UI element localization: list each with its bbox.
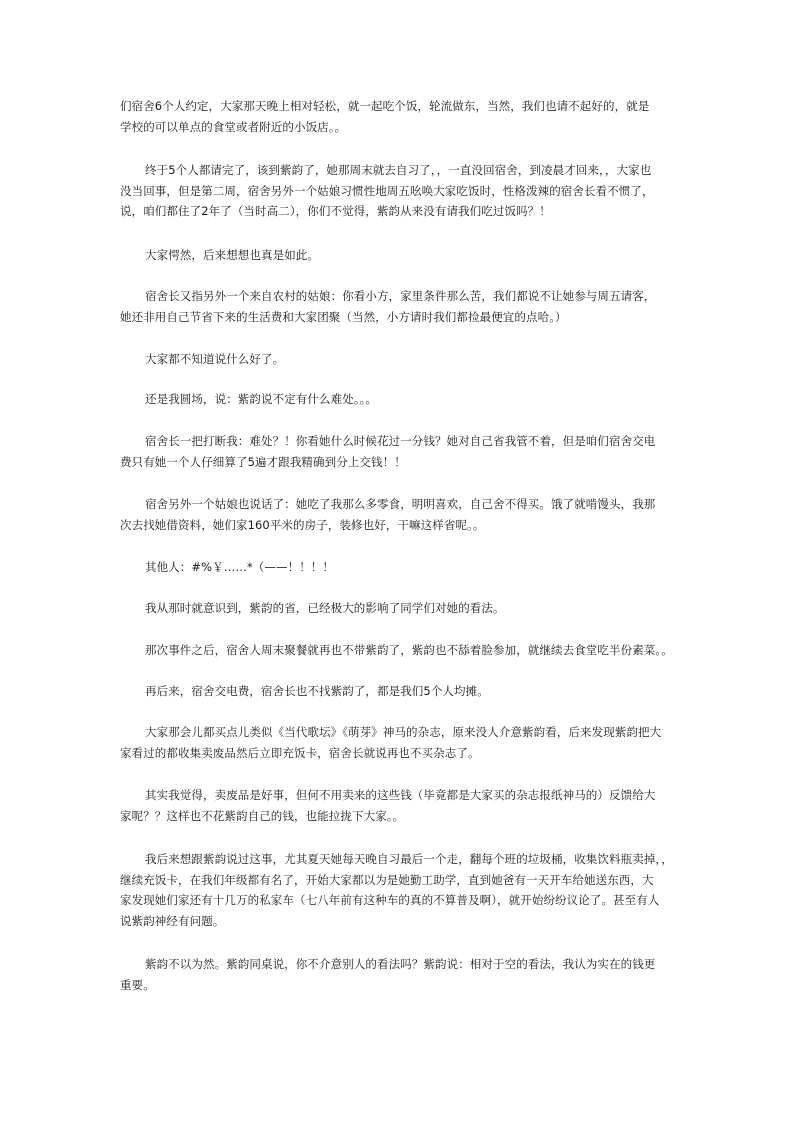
paragraph-smooth-over: 还是我圆场，说：紫韵说不定有什么难处。。。 bbox=[145, 392, 378, 406]
paragraph-after-incident: 那次事件之后，宿舍人周末聚餐就再也不带紫韵了，紫韵也不舔着脸参加，就继续去食堂吃半份素菜。。 bbox=[145, 643, 673, 657]
paragraph-others-reaction: 其他人：#%￥……*（——！！！！ bbox=[145, 560, 335, 574]
paragraph-waste-sale: 其实我觉得，卖废品是好事，但何不用卖来的这些钱（毕竟都是大家买的杂志报纸神马的）反馈给大 家呢？？这样也不花紫韵自己的钱，也能拉拢下大家。。 bbox=[120, 788, 656, 823]
paragraph-electricity-bill: 宿舍长一把打断我：难处？！你看她什么时候花过一分钱？她对自己省我管不着，但是咱们宿舍交电 费只有她一个人仔细算了5遍才跟我精确到分上交钱！！ bbox=[120, 434, 656, 469]
paragraph-speechless: 大家都不知道说什么好了。 bbox=[145, 352, 285, 366]
paragraph-xiaofang: 宿舍长又指另外一个来自农村的姑娘：你看小方，家里条件那么苦，我们都说不让她参与周五请客， 她还非用自己节省下来的生活费和大家团聚（当然，小方请时我们都捡最便宜的点哈。） bbox=[120, 289, 656, 324]
paragraph-bottles: 我后来想跟紫韵说过这事，尤其夏天她每天晚自习最后一个走，翻每个班的垃圾桶，收集饮料瓶卖掉，， 继续充饭卡，在我们年级都有名了，开始大家都以为是她勤工助学，直到她爸有一天开车给她送东西，大 家发现她们家还有十几万的私家车（七八年前有这种车的真的不算普及啊），就开始纷纷议论了。甚至有人 说紫韵神经有问题。 bbox=[120, 852, 673, 928]
paragraph-ziyun-turn: 终于5个人都请完了，该到紫韵了，她那周末就去自习了，，一直没回宿舍，到凌晨才回来，，大家也 没当回事，但是第二周，宿舍另外一个姑娘习惯性地周五吆唤大家吃饭时，性格泼辣的宿舍长看不惯了， 说，咱们都住了2年了（当时高二），你们不觉得，紫韵从来没有请我们吃过饭吗？！ bbox=[120, 163, 654, 218]
paragraph-magazines: 大家那会儿都买点儿类似《当代歌坛》《萌芽》神马的杂志，原来没人介意紫韵看，后来发现紫韵把大 家看过的都收集卖废品然后立即充饭卡，宿舍长就说再也不买杂志了。 bbox=[120, 725, 662, 760]
paragraph-ziyun-reply: 紫韵不以为然。紫韵同桌说，你不介意别人的看法吗？紫韵说：相对于空的看法，我认为实在的钱更 重要。 bbox=[120, 957, 656, 992]
paragraph-snacks: 宿舍另外一个姑娘也说话了：她吃了我那么多零食，明明喜欢，自己舍不得买。饿了就啃馒头，我那 次去找她借资料，她们家160平米的房子，装修也好，干嘛这样省呢。。 bbox=[120, 497, 656, 532]
paragraph-realization: 我从那时就意识到，紫韵的省，已经极大的影响了同学们对她的看法。 bbox=[145, 601, 505, 615]
paragraph-electricity-split: 再后来，宿舍交电费，宿舍长也不找紫韵了，都是我们5个人均摊。 bbox=[145, 684, 489, 698]
paragraph-dinner-agreement: 们宿舍6个人约定，大家那天晚上相对轻松，就一起吃个饭，轮流做东，当然，我们也请不起好的，就是 学校的可以单点的食堂或者附近的小饭店。。 bbox=[120, 99, 650, 134]
paragraph-everyone-stunned: 大家愕然，后来想想也真是如此。 bbox=[145, 248, 319, 262]
